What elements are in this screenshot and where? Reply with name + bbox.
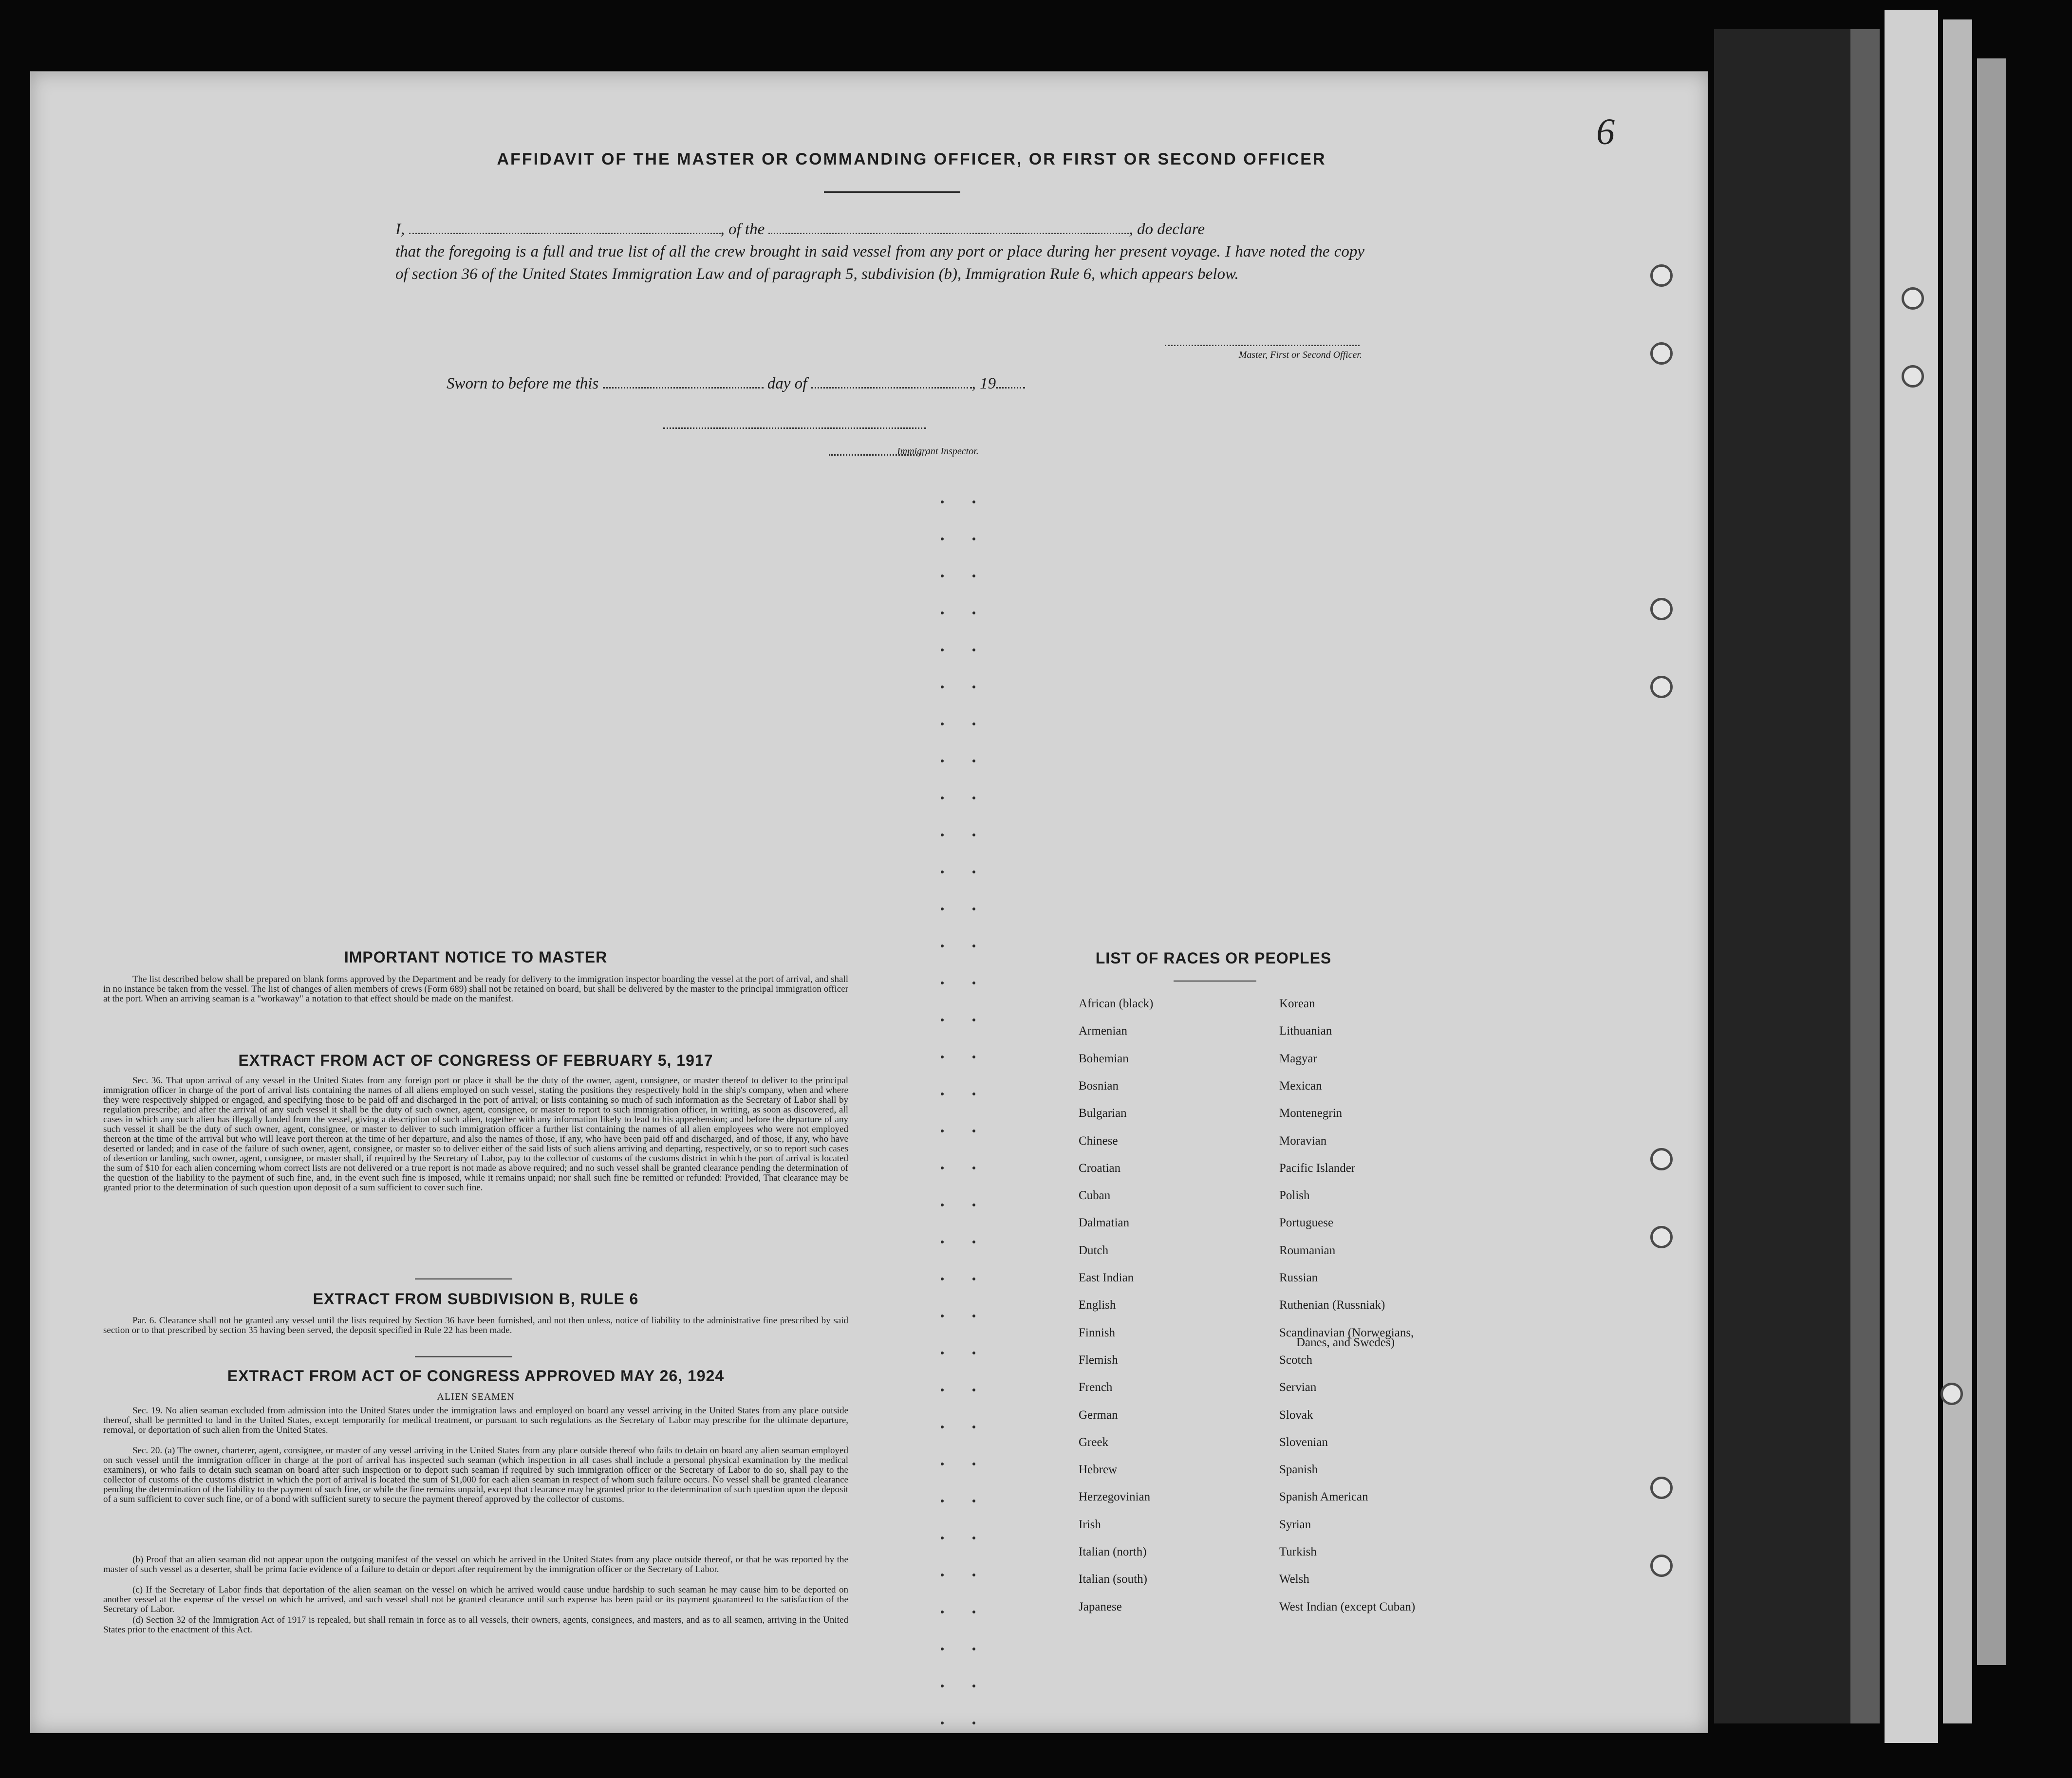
race-name: French — [1079, 1381, 1113, 1394]
decorative-dot — [941, 1130, 944, 1132]
page-stack-back — [1885, 10, 1938, 1743]
decorative-dot — [941, 500, 944, 503]
race-name: Herzegovinian — [1079, 1490, 1151, 1504]
race-name: Magyar — [1279, 1052, 1317, 1065]
decorative-dot — [972, 1685, 975, 1687]
decorative-dot — [941, 1463, 944, 1465]
race-name: Korean — [1279, 997, 1315, 1010]
extract-1917-text: Sec. 36. That upon arrival of any vessel in the United States from any foreign port or place it shall be the duty of the owner, agent, consignee, or master thereof to deliver to the principal immigration officer in charge of the port of arrival lists containing the names of all aliens employed on such vessel, stating the positions they respectively hold in the ship's company, when and where they were respectively shipped or engaged, and specifying those to be paid off and discharged in the port of arrival; or lists containing so much of such information as the Secretary of Labor shall by regulation prescribe; and after the arrival of any such vessel it shall be the duty of such owner, agent, consignee, or master to report to such immigration officer, in writing, as soon as discovered, all cases in which any such alien has illegally landed from the vessel, giving a description of such alien, together with any information likely to lead to his apprehension; and before the departure of any such vessel it shall be the duty of such owner, agent, consignee, or master to deliver to such immigration officer a further list containing the names of all alien employees who were not employed thereon at the time of the arrival but who will leave port thereon at the time of her departure, and also the names of those, if any, who have been paid off and discharged, and of those, if any, who have deserted or landed; and in case of the failure of such owner, agent, consignee, or master so to deliver either of the said lists of such aliens arriving and departing, respectively, or so to report such cases of desertion or landing, such owner, agent, consignee, or master shall, if required by the Secretary of Labor, pay to the collector of customs of the customs district in which the port of arrival is located the sum of $10 for each alien concerning whom correct lists are not delivered or a true report is not made as above required; and no such vessel shall be granted clearance pending the determination of the question of the liability to the payment of such fine, and, in the event such fine is imposed, while it remains unpaid; nor shall such fine be remitted or refunded: Provided, That clearance may be granted prior to the determination of such question upon deposit of a sum sufficient to cover such fine. — [103, 1075, 848, 1193]
punch-hole-icon — [1650, 676, 1673, 698]
race-name: Scandinavian (Norwegians, — [1279, 1326, 1414, 1339]
blank-month-line[interactable] — [811, 375, 972, 389]
race-name: Roumanian — [1279, 1243, 1336, 1257]
race-name: Bosnian — [1079, 1079, 1119, 1093]
race-name: Moravian — [1279, 1134, 1327, 1148]
race-name: Cuban — [1079, 1189, 1111, 1203]
blank-vessel-line[interactable] — [768, 221, 1129, 234]
extract-rule6-text: Par. 6. Clearance shall not be granted any vessel until the lists required by Section 36 have been furnished, and not then unless, notice of liability to the administrative fine prescribed by said section or to that prescribed by section 35 having been served, the deposit specified in Rule 22 has been made. — [103, 1315, 848, 1335]
decorative-dot — [941, 1204, 944, 1206]
decorative-dot — [972, 1648, 975, 1650]
races-scandinavian-continuation — [1296, 1336, 1395, 1350]
decorative-dot — [941, 685, 944, 688]
binding-shadow — [1714, 29, 1850, 1723]
extract-1924-title: EXTRACT FROM ACT OF CONGRESS APPROVED MAY 26, 1924 — [227, 1367, 725, 1385]
decorative-dot — [941, 870, 944, 873]
race-name: Hebrew — [1079, 1463, 1118, 1477]
decorative-dot — [941, 1019, 944, 1021]
decorative-dot — [941, 1389, 944, 1391]
decorative-dot — [941, 1352, 944, 1354]
decorative-dot — [941, 574, 944, 577]
decorative-dot — [972, 1204, 975, 1206]
inspector-label: Immigrant Inspector. — [897, 446, 979, 457]
decorative-dot — [972, 1019, 975, 1021]
race-name: Portuguese — [1279, 1216, 1334, 1230]
race-name: Finnish — [1079, 1326, 1116, 1339]
decorative-dot — [941, 1056, 944, 1058]
blank-day-line[interactable] — [603, 375, 764, 389]
race-name: Italian (north) — [1079, 1545, 1147, 1558]
race-name: Flemish — [1079, 1353, 1118, 1367]
punch-hole-icon — [1650, 1226, 1673, 1248]
sec20d-text: (d) Section 32 of the Immigration Act of 1917 is repealed, but shall remain in force as to all vessels, their owners, agents, consignees, and masters, and as to all seamen, arriving in the United States prior to the enactment of this Act. — [103, 1615, 848, 1635]
sworn-text: Sworn to before me this — [447, 375, 599, 392]
decorative-dot — [972, 833, 975, 836]
punch-hole-icon — [1650, 1555, 1673, 1577]
decorative-dot — [941, 1167, 944, 1169]
decorative-dot — [972, 611, 975, 614]
race-name: Servian — [1279, 1381, 1317, 1394]
punch-hole-icon — [1650, 1148, 1673, 1170]
decorative-dot — [941, 1093, 944, 1095]
master-signature-label: Master, First or Second Officer. — [1238, 350, 1362, 360]
decorative-dot — [972, 1537, 975, 1539]
race-name: Dalmatian — [1079, 1216, 1130, 1230]
race-name: Lithuanian — [1279, 1024, 1332, 1038]
race-name: Bulgarian — [1079, 1107, 1127, 1120]
race-name: Montenegrin — [1279, 1107, 1343, 1120]
decorative-dot — [941, 611, 944, 614]
notice-title: IMPORTANT NOTICE TO MASTER — [344, 948, 608, 966]
decorative-dot — [972, 1500, 975, 1502]
decorative-dot — [972, 648, 975, 651]
decorative-dot — [941, 537, 944, 540]
decorative-dot — [972, 1352, 975, 1354]
decorative-dot — [972, 982, 975, 984]
decorative-dot — [972, 908, 975, 910]
decorative-dot — [941, 945, 944, 947]
race-name: Bohemian — [1079, 1052, 1129, 1065]
decorative-dot — [972, 1389, 975, 1391]
decorative-dot — [972, 759, 975, 762]
decorative-dot — [941, 1241, 944, 1243]
race-name: Slovenian — [1279, 1435, 1328, 1449]
sworn-year-prefix: , 19 — [971, 375, 996, 392]
races-title: LIST OF RACES OR PEOPLES — [1095, 949, 1332, 967]
alien-seamen-subtitle: ALIEN SEAMEN — [437, 1391, 515, 1402]
sec20b-text: (b) Proof that an alien seaman did not appear upon the outgoing manifest of the vessel on which he arrived in the United States from any place outside thereof, or that he was reported by the master of such vessel as a deserter, shall be prima facie evidence of a failure to detain or deport after requirement by the immigration officer or the Secretary of Labor. — [103, 1555, 848, 1574]
decorative-dot — [941, 1500, 944, 1502]
decorative-dot — [972, 1611, 975, 1613]
race-name: Croatian — [1079, 1161, 1121, 1175]
decorative-dot — [941, 1611, 944, 1613]
race-name: Turkish — [1279, 1545, 1317, 1558]
race-name: Russian — [1279, 1271, 1318, 1284]
decorative-dot — [941, 1537, 944, 1539]
decorative-dot — [972, 1093, 975, 1095]
declaration-do-declare: , do declare — [1129, 221, 1205, 238]
decorative-dot — [972, 537, 975, 540]
decorative-dot — [941, 1426, 944, 1428]
punch-hole-icon — [1650, 1477, 1673, 1499]
race-name: Chinese — [1079, 1134, 1118, 1148]
race-name: Dutch — [1079, 1243, 1109, 1257]
punch-hole-icon — [1650, 342, 1673, 365]
race-name: Slovak — [1279, 1408, 1313, 1422]
sworn-day-of: day of — [767, 375, 807, 392]
race-name: Scotch — [1279, 1353, 1313, 1367]
declaration-of-the: , of the — [720, 221, 765, 238]
extract-1917-title: EXTRACT FROM ACT OF CONGRESS OF FEBRUARY 5, 1917 — [238, 1052, 713, 1069]
decorative-dot — [972, 1722, 975, 1724]
master-signature-line[interactable] — [1165, 345, 1360, 346]
decorative-dot — [972, 870, 975, 873]
decorative-dot — [972, 1463, 975, 1465]
decorative-dot — [972, 1315, 975, 1317]
decorative-dot — [972, 1241, 975, 1243]
blank-year-line[interactable] — [996, 375, 1025, 389]
decorative-dot — [972, 1130, 975, 1132]
punch-hole-icon — [1902, 365, 1924, 388]
decorative-dot — [941, 759, 944, 762]
decorative-dot — [972, 1426, 975, 1428]
decorative-dot — [972, 1278, 975, 1280]
decorative-dot — [941, 1278, 944, 1280]
decorative-dot — [941, 796, 944, 799]
race-name: Spanish — [1279, 1463, 1318, 1477]
page-stack-edge — [1850, 29, 1880, 1723]
divider — [415, 1278, 512, 1279]
divider — [824, 191, 960, 193]
divider — [415, 1356, 512, 1357]
notice-text: The list described below shall be prepared on blank forms approved by the Department and be ready for delivery to the immigration inspector boarding the vessel at the port of arrival, and shall in no instance be taken from the vessel. The list of changes of alien members of crews (Form 689) shall not be retained on board, but shall be delivered by the master to the principal immigration officer at the port. When an arriving seaman is a "workaway" a notation to that effect should be made on the manifest. — [103, 974, 848, 1004]
decorative-dot — [972, 1167, 975, 1169]
race-name: Ruthenian (Russniak) — [1279, 1298, 1385, 1312]
punch-hole-icon — [1650, 598, 1673, 620]
race-name: Syrian — [1279, 1518, 1311, 1531]
divider — [1174, 981, 1256, 982]
punch-hole-icon — [1941, 1383, 1963, 1405]
race-name: Spanish American — [1279, 1490, 1368, 1504]
page-stack-back-3 — [1977, 58, 2006, 1665]
sec20c-text: (c) If the Secretary of Labor finds that deportation of the alien seaman on the vessel on which he arrived would cause undue hardship to such seaman he may cause him to be deported on another vessel at the expense of the vessel on which he arrived, and such vessel shall not be granted clearance until such expense has been paid or its payment guaranteed to the satisfaction of the Secretary of Labor. — [103, 1585, 848, 1614]
decorative-dot — [972, 685, 975, 688]
decorative-dot — [972, 796, 975, 799]
sec19-text: Sec. 19. No alien seaman excluded from admission into the United States under the immigration laws and employed on board any vessel arriving in the United States from any place outside thereof, shall be permitted to land in the United States, except temporarily for medical treatment, or pursuant to such regulations as the Secretary of Labor may prescribe for the ultimate departure, removal, or deportation of such alien from the United States. — [103, 1406, 848, 1435]
race-name: Danes, and Swedes) — [1296, 1336, 1395, 1349]
race-name: Greek — [1079, 1435, 1109, 1449]
race-name: English — [1079, 1298, 1116, 1312]
page-number: 6 — [1596, 111, 1615, 152]
declaration-i: I, — [395, 221, 405, 238]
manifest-page — [30, 72, 1708, 1733]
affidavit-title: AFFIDAVIT OF THE MASTER OR COMMANDING OFFICER, OR FIRST OR SECOND OFFICER — [497, 150, 1326, 168]
race-name: West Indian (except Cuban) — [1279, 1600, 1416, 1613]
punch-hole-icon — [1902, 287, 1924, 310]
decorative-dot — [941, 908, 944, 910]
race-name: Armenian — [1079, 1024, 1127, 1038]
punch-hole-icon — [1650, 264, 1673, 287]
decorative-dot — [941, 722, 944, 725]
decorative-dot — [972, 1056, 975, 1058]
declaration-first-line — [395, 218, 1364, 241]
race-name: Irish — [1079, 1518, 1101, 1531]
page-stack-back-2 — [1943, 19, 1972, 1723]
sworn-line — [447, 375, 1025, 393]
decorative-dot — [972, 574, 975, 577]
declaration-body: that the foregoing is a full and true list of all the crew brought in said vessel from any port or place during her present voyage. I have noted the copy of section 36 of the United States Immigration Law and of paragraph 5, subdivision (b), Immigration Rule 6, which appears below. — [395, 243, 1364, 283]
extract-rule6-title: EXTRACT FROM SUBDIVISION B, RULE 6 — [313, 1290, 639, 1308]
race-name: East Indian — [1079, 1271, 1134, 1284]
race-name: Pacific Islander — [1279, 1161, 1356, 1175]
race-name: Mexican — [1279, 1079, 1322, 1093]
race-name: Italian (south) — [1079, 1573, 1147, 1586]
decorative-dot — [941, 1574, 944, 1576]
decorative-dot — [941, 1315, 944, 1317]
decorative-dot — [972, 722, 975, 725]
decorative-dot — [941, 648, 944, 651]
decorative-dot — [972, 500, 975, 503]
decorative-dot — [941, 833, 944, 836]
race-name: Polish — [1279, 1189, 1310, 1203]
sec20a-text: Sec. 20. (a) The owner, charterer, agent, consignee, or master of any vessel arriving in the United States from any place outside thereof who fails to detain on board any alien seaman employed on such vessel until the immigration officer in charge at the port of arrival has inspected such seaman (which inspection in all cases shall include a personal physical examination by the medical examiners), or who fails to detain such seaman on board after such inspection or to deport such seaman if required by such immigration officer or the Secretary of Labor to do so, shall pay to the collector of customs of the customs district in which the port of arrival is located the sum of $1,000 for each alien seaman in respect of whom such failure occurs. No vessel shall be granted clearance pending the determination of the liability to the payment of such fine, or while the fine remains unpaid, except that clearance may be granted prior to the determination of such question upon the deposit of a sum sufficient to cover such fine, or of a bond with sufficient surety to secure the payment thereof approved by the collector of customs. — [103, 1445, 848, 1504]
race-name: Welsh — [1279, 1573, 1309, 1586]
decorative-dot — [941, 982, 944, 984]
decorative-dot — [941, 1722, 944, 1724]
race-name: African (black) — [1079, 997, 1154, 1010]
blank-name-line[interactable] — [409, 221, 721, 234]
decorative-dot — [941, 1648, 944, 1650]
decorative-dot — [941, 1685, 944, 1687]
inspector-signature-line[interactable] — [663, 427, 926, 429]
race-name: Japanese — [1079, 1600, 1122, 1613]
race-name: German — [1079, 1408, 1118, 1422]
decorative-dot — [972, 945, 975, 947]
decorative-dot — [972, 1574, 975, 1576]
